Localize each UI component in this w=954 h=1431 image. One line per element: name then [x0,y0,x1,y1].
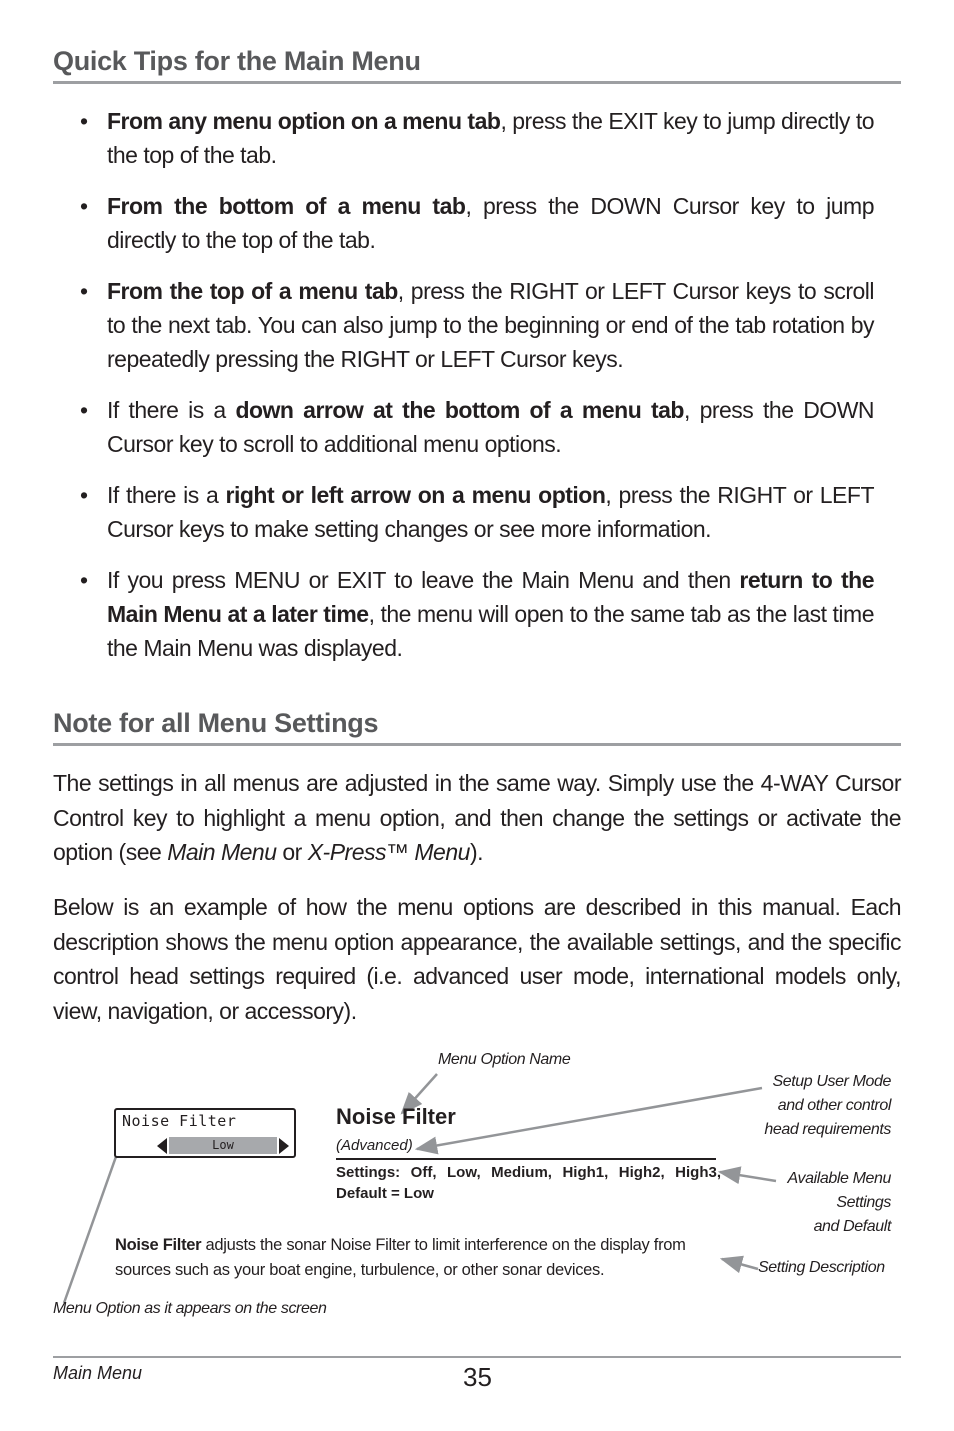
screen-option-title: Noise Filter [122,1112,237,1130]
paragraph-text: ). [469,839,483,865]
annotation-line: and Default [813,1218,891,1235]
annotation-description: Setting Description [758,1259,885,1276]
tip-bold-text: From the bottom of a menu tab [107,193,466,219]
annotation-line: Settings [836,1194,891,1211]
annotation-user-mode [764,1070,891,1142]
tip-text: , press the DOWN Cursor key to jump directly to the top of the tab. [107,193,874,253]
description-text: adjusts the sonar Noise Filter to limit interference on the display from sources such as your boat engine, turbulence, or other sonar devices. [115,1236,686,1279]
settings-arrow [720,1172,776,1181]
right-arrow-icon [279,1138,289,1154]
option-name: Noise Filter [336,1104,456,1129]
option-divider [336,1158,716,1160]
annotation-line: and other control [777,1097,891,1114]
tip-bold-text: From the top of a menu tab [107,278,398,304]
user-mode-arrow [417,1088,762,1149]
tip-text: , press the RIGHT or LEFT Cursor keys to scroll to the next tab. You can also jump to the beginning or end of the tab rotation by repeatedly pressing the RIGHT or LEFT Cursor keys. [107,278,874,372]
tip-bold-text: down arrow at the bottom of a menu tab [235,397,684,423]
bullet-icon: • [80,482,88,508]
tip-bold-text: return to the Main Menu at a later time [107,567,874,627]
tip-text: If there is a [107,482,226,508]
option-mode: (Advanced) [336,1137,413,1154]
tip-text: , press the EXIT key to jump directly to the top of the tab. [107,108,875,168]
annotation-screen: Menu Option as it appears on the screen [53,1300,327,1317]
paragraph-text: The settings in all menus are adjusted in the same way. Simply use the 4-WAY Cursor Control key to highlight a menu option, and then change the settings or activate the option (see [53,770,901,865]
option-description [115,1233,720,1283]
annotation-line: Setup User Mode [772,1073,891,1090]
page-number: 35 [463,1362,492,1392]
screen-option-value: Low [169,1137,277,1154]
tip-text: If there is a [107,397,236,423]
annotation-option-name: Menu Option Name [438,1051,571,1068]
example-paragraph: Below is an example of how the menu options are described in this manual. Each description shows the menu option appearance, the available settings, and the specific control head settings required (i.e. advanced user mode, international models only, view, navigation, or accessory). [53,894,901,1024]
section-heading-quick-tips: Quick Tips for the Main Menu [53,46,901,84]
bullet-icon: • [80,108,88,134]
bullet-icon: • [80,567,88,593]
xpress-menu-reference: X-Press™ Menu [307,839,470,865]
annotation-line: head requirements [764,1121,891,1138]
menu-option-screen [114,1108,296,1158]
bullet-icon: • [80,193,88,219]
paragraph-text: or [276,839,308,865]
tip-text: , press the DOWN Cursor key to scroll to additional menu options. [107,397,875,457]
left-arrow-icon [157,1138,167,1154]
footer-divider [53,1356,901,1358]
option-settings: Settings: Off, Low, Medium, High1, High2, High3, Default = Low [336,1164,721,1202]
description-arrow [722,1259,758,1269]
description-bold: Noise Filter [115,1236,202,1254]
footer-section-name: Main Menu [53,1363,143,1383]
tip-text: , press the RIGHT or LEFT Cursor keys to make setting changes or see more information. [107,482,874,542]
bullet-icon: • [80,278,88,304]
main-menu-reference: Main Menu [167,839,277,865]
tip-text: , the menu will open to the same tab as the last time the Main Menu was displayed. [107,601,874,661]
tip-bold-text: From any menu option on a menu tab [107,108,501,134]
annotation-settings [787,1167,891,1239]
section-heading-menu-settings: Note for all Menu Settings [53,708,901,746]
annotation-line: Available Menu [787,1170,891,1187]
tip-text: If you press MENU or EXIT to leave the Main Menu and then [107,567,740,593]
bullet-icon: • [80,397,88,423]
tip-bold-text: right or left arrow on a menu option [225,482,606,508]
